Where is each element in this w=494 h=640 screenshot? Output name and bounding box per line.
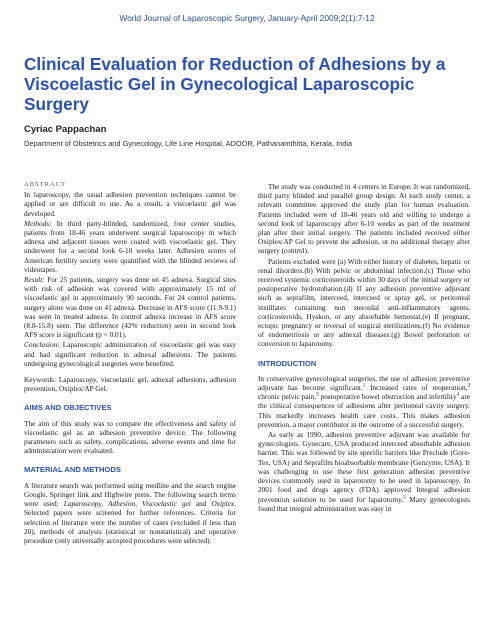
reference-1[interactable]: 1 [362, 383, 366, 389]
abstract-conclusion [24, 340, 236, 368]
abstract-label: ABSTRACT [24, 181, 66, 188]
intro2-text-b: Many gynecologists found that integral administration was easy in [258, 494, 470, 513]
reference-4[interactable]: 4 [456, 392, 460, 398]
methods-search-terms: Laparoscopy, Adhesion, Viscoelastic gel [63, 499, 191, 509]
intro-text-d: postoperative bowel obstruction and infertility [318, 392, 457, 402]
abstract-result [24, 275, 236, 339]
paper-title: Clinical Evaluation for Reduction of Adhesions by a Viscoelastic Gel in Gynecological Laparoscopic Surgery [24, 54, 446, 114]
result-text: For 25 patients, surgery was done on 45 adnexa. Surgical sites with risk of adhesion was covered with approximately 15 ml of viscoelastic gel in approximately 90 seconds. For 24 control patients, surgery alone was done on 41 adnexa. Decrease in AFS score (11.9-9.1) was seen in treated adnexa. In control adnexa increase in AFS score (8.8-15.8) seen. The difference (42% reduction) seen in second look AFS score is significant (p < 0.01). [24, 275, 236, 340]
left-column [24, 180, 236, 546]
methods-text: In third party-blinded, randomized, four center studies, patients from 18-46 years underwent surgical laparoscopy in which adnexa and adjacent tissues were coated with viscoelastic gel. They underwent for a second look 6-10 weeks later. Adhesion scores of American fertility society were quantified with the blinded reviews of videotapes. [24, 218, 236, 274]
journal-header: World Journal of Laparoscopic Surgery, January-April 2009;2(1):7-12 [119, 13, 375, 23]
intro2-text-a: As early as 1990, adhesion preventive adjuvant was available for gynecologists. Gynecare, USA produced interceed absorbable adhesion barrier. This was followed by site specific barriers like Preclude (Gore-Tex, USA) and Seprafilm bioabsorbable membrane (Genzyme, USA). It was challenging to use these first generation adhesion preventive devices commonly used in laparotomy to be used in laparoscopy. In 2001 food and drugs agency (FDA) approved Integral adhesion prevention solution to be used for laparotomy. [258, 430, 470, 504]
reference-2[interactable]: 2 [467, 383, 470, 389]
aims-heading: AIMS AND OBJECTIVES [24, 403, 112, 413]
aims-paragraph: The aim of this study was to compare the effectiveness and safety of viscoelastic gel as an adhesion preventive device. The following parameters such as safety, complications, adverse events and time for administration were evaluated. [24, 418, 236, 456]
methods-oxiplex: Oxiplex [211, 499, 235, 509]
introduction-heading: INTRODUCTION [258, 358, 317, 368]
abstract-intro: In laparoscopy, the usual adhesion prevention techniques cannot be applied or are difficult to use. As a result, a viscoelastic gel was developed. [24, 190, 236, 218]
reference-3[interactable]: 3 [316, 392, 319, 398]
methods-text-b: . Selected papers were screened for further references. Criteria for selection of literature were the number of cases (excluded if less than 20), methods of analysis (statistical or nonstatistical) and operative procedure (only universally accepted procedures were selected). [24, 499, 237, 545]
intro-text-c: chronic pelvic pain, [258, 392, 317, 402]
study-paragraph: The study was conducted in 4 centers in Europe. It was randomized, third party blinded and parallel group design. At each study center, a relevant committee approved the study plan for human evaluation. Patients included were of 18-46 years old and willing to undergo a second look of laparoscopy after 6-10 weeks as part of the treatment plan after their initial surgery. The patients included received either Oxiplex/AP Gel to prevent the adhesion, or no additional therapy after surgery (control). [258, 182, 470, 256]
conclusion-text: Laparoscopic administration of viscoelastic gel was easy and had significant reduction in adnexal adhesions. The patients undergoing gynecological surgeries were benefited. [24, 340, 236, 368]
intro-text-a: In conservative gynecological surgeries, the use of adhesion preventive adjuvant has become significant. [258, 373, 470, 393]
conclusion-label: Conclusion: [24, 340, 60, 350]
abstract-methods [24, 219, 236, 274]
methods-label: Methods: [24, 218, 52, 228]
right-column [258, 182, 470, 514]
methods-text-a: A literature search was performed using medline and the search engine Google, Springer link and Highwire press. The following search terms were used: [24, 480, 236, 509]
reference-5[interactable]: 5 [403, 495, 406, 501]
intro-text-b: Increased rates of reoperation, [365, 383, 468, 393]
author-name: Cyriac Pappachan [24, 124, 107, 135]
keywords: Keywords: Laparoscopy, viscoelastic gel, adnexal adhesions, adhesion prevention, Oxiplex/AP Gel. [24, 375, 236, 394]
introduction-paragraph-1 [258, 374, 470, 429]
exclusion-paragraph: Patients excluded were (a) With either history of diabetes, hepatic or renal disorders.(b) With pelvic or abdominal infection.(c) Those who received systemic corticosteroids within 30 days of the initial surgery or postoperative hydrotubation.(d) If any adhesion preventive adjuvant such as seprafilm, interceed, interceed or spray gel, or peritoneal instillates containing non steroidal anti-inflammatory agents, corticosteroids, Hyskon, or any absorbable hemostat.(e) If pregnant, ectopic pregnancy or reversal of surgical sterilizations.(f) No evidence of endometriosis or any adnexal diseases.(g) Bowel perforation or conversion to laparotomy. [258, 256, 470, 349]
introduction-paragraph-2 [258, 430, 470, 513]
methods-heading: MATERIAL AND METHODS [24, 465, 121, 475]
author-affiliation: Department of Obstetrics and Gynecology, Life Line Hospital, ADOOR, Pathanamthitta, Kerala, India [24, 139, 353, 148]
result-label: Result: [24, 275, 45, 285]
methods-and: and [190, 499, 212, 509]
methods-paragraph [24, 481, 236, 545]
intro-text-e: are the clinical consequences of adhesions after peritoneal cavity surgery. This markedly increases health care costs. This makes adhesion prevention, a major contributor in the outcome of a successful surgery. [258, 392, 470, 429]
